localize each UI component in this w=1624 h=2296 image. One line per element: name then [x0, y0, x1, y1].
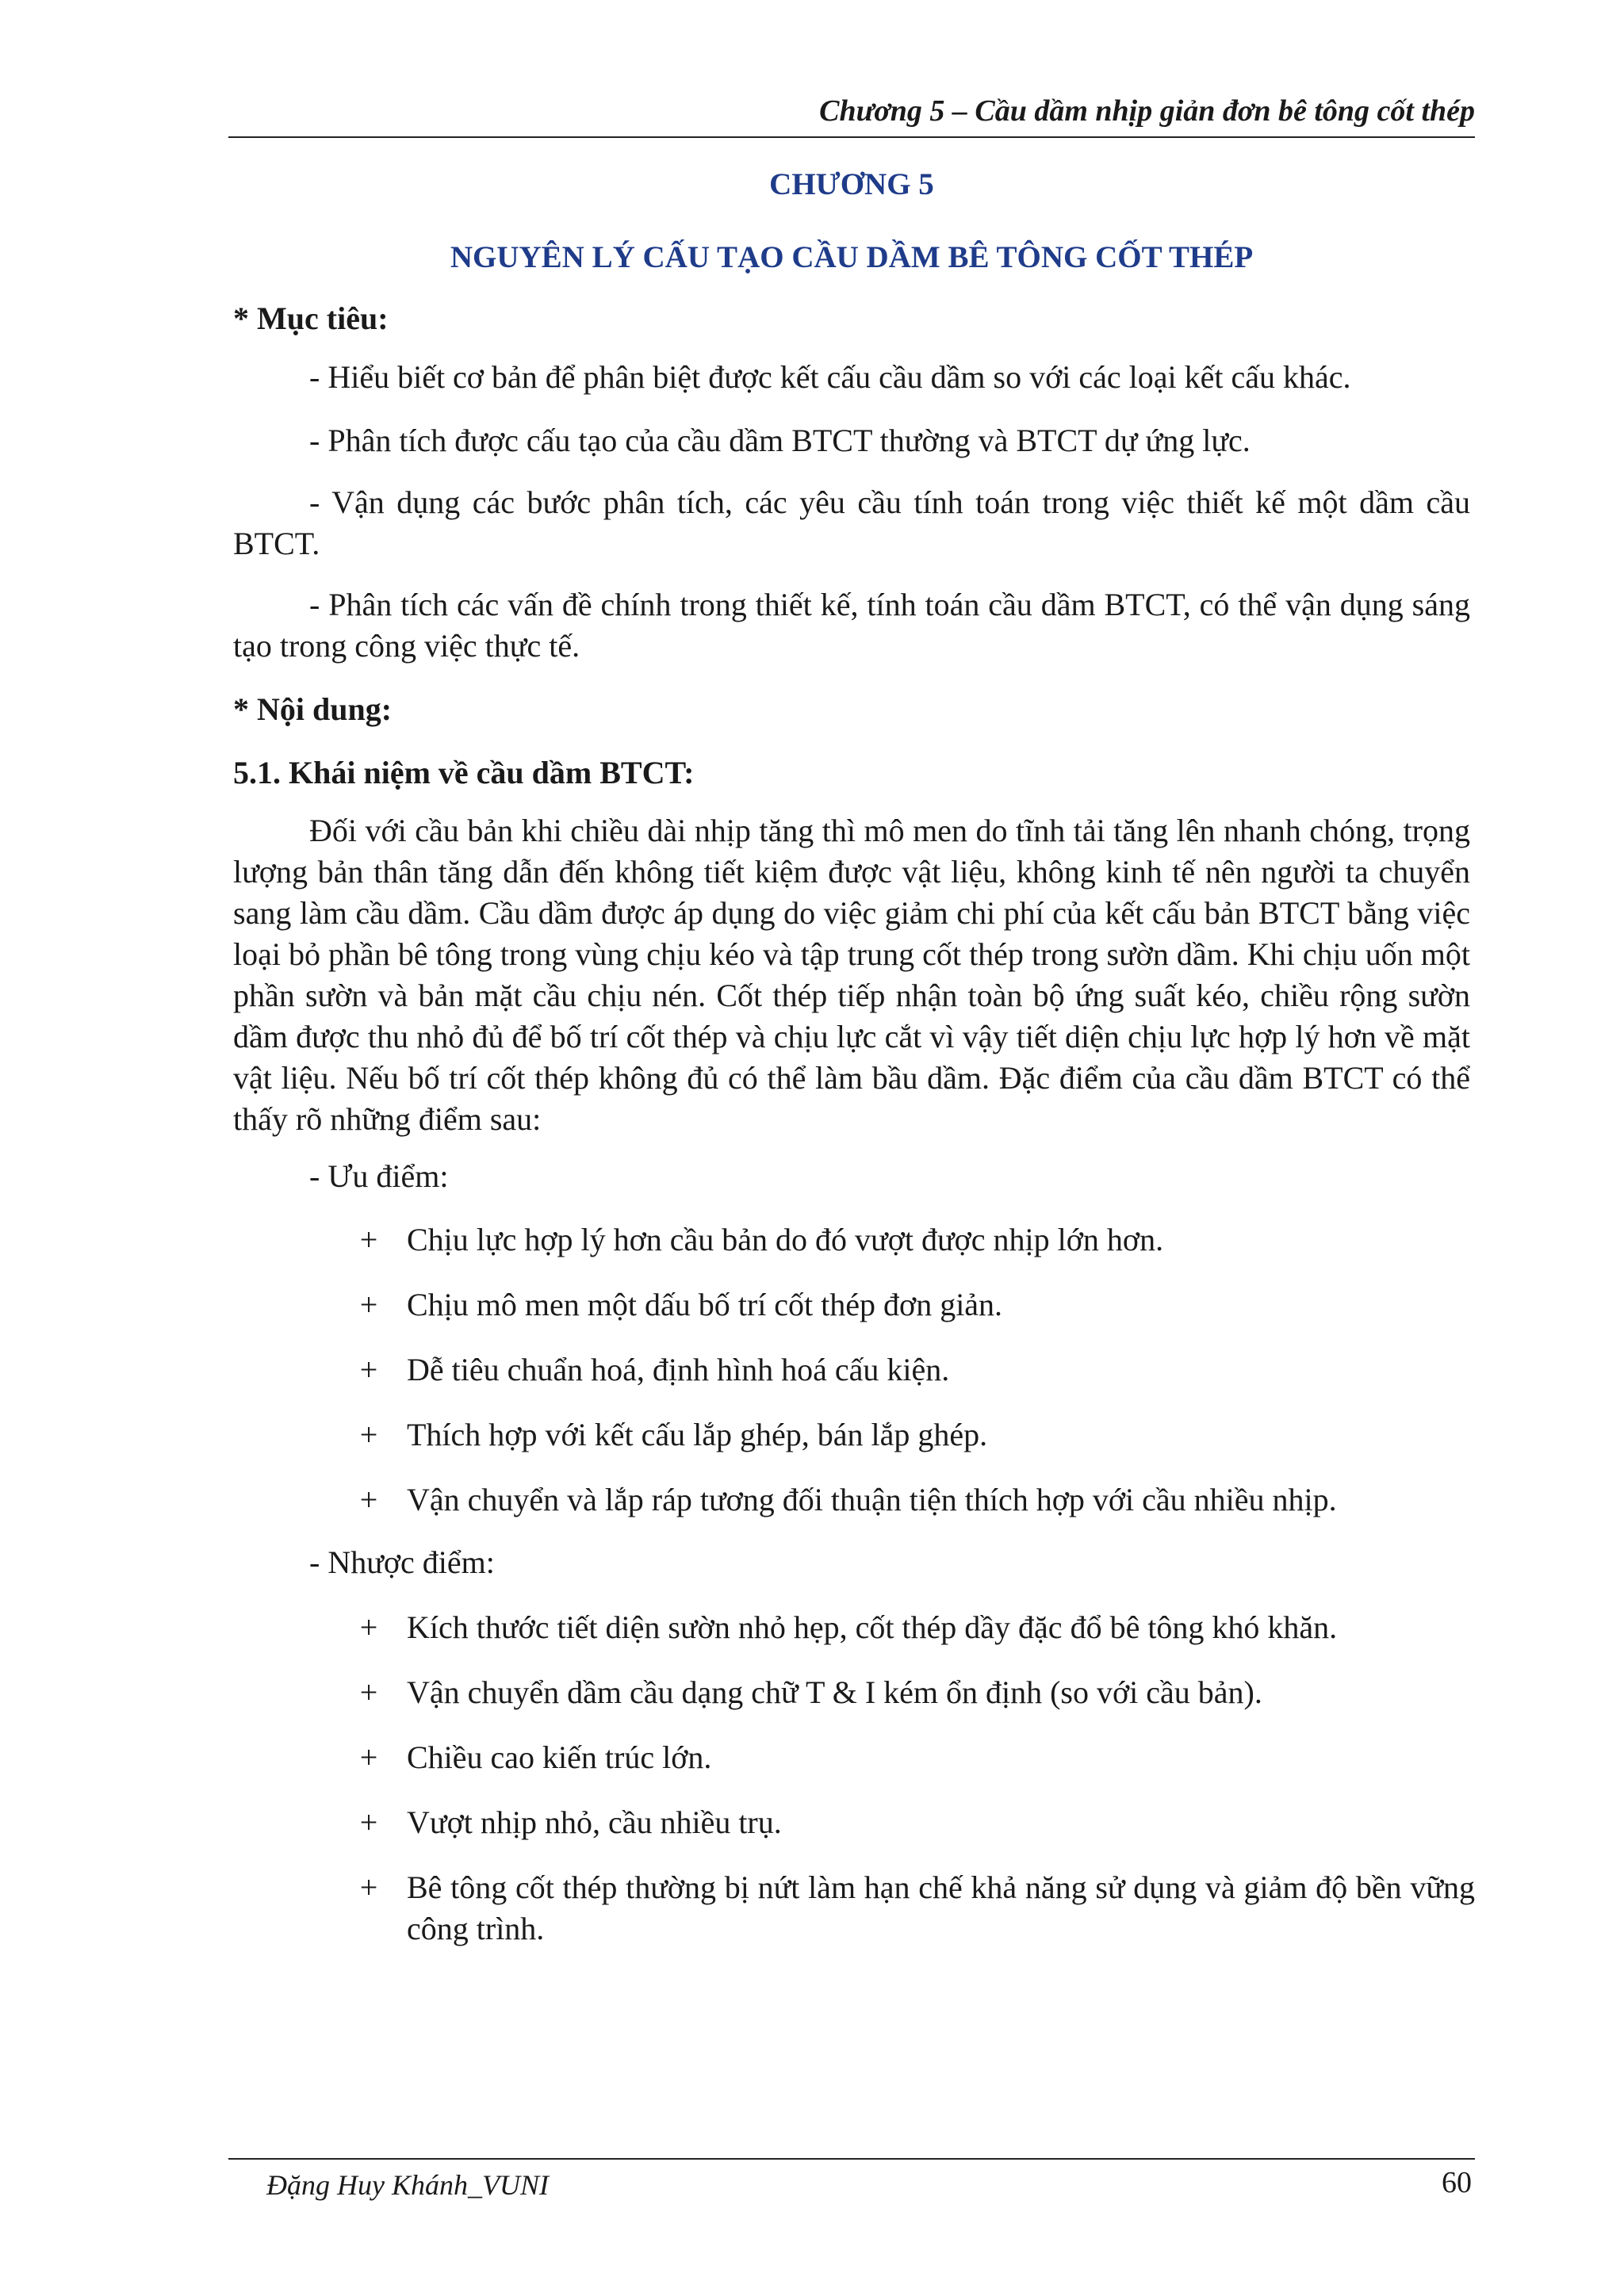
plus-bullet-icon: +: [359, 1609, 378, 1645]
section-heading: 5.1. Khái niệm về cầu dầm BTCT:: [233, 755, 695, 790]
advantage-text: Chịu mô men một dấu bố trí cốt thép đơn giản.: [407, 1287, 1003, 1322]
disadvantage-text: Vượt nhịp nhỏ, cầu nhiều trụ.: [407, 1804, 782, 1840]
plus-bullet-icon: +: [359, 1674, 378, 1710]
intro-paragraph: Đối với cầu bản khi chiều dài nhịp tăng thì mô men do tĩnh tải tăng lên nhanh chóng, trọng lượng bản thân tăng dẫn đến không tiết kiệm được vật liệu, không kinh tế nên người ta chuyển sang làm cầu dầm. Cầu dầm được áp dụng do việc giảm chi phí của kết cấu bản BTCT bằng việc loại bỏ phần bê tông trong vùng chịu kéo và tập trung cốt thép trong sườn dầm. Khi chịu uốn một phần sườn và bản mặt cầu chịu nén. Cốt thép tiếp nhận toàn bộ ứng suất kéo, chiều rộng sườn dầm được thu nhỏ đủ để bố trí cốt thép và chịu lực cắt vì vậy tiết diện chịu lực hợp lý hơn về mặt vật liệu. Nếu bố trí cốt thép không đủ có thể làm bầu dầm. Đặc điểm của cầu dầm BTCT có thể thấy rõ những điểm sau:: [233, 813, 1470, 1137]
plus-bullet-icon: +: [359, 1222, 378, 1257]
disadvantage-text: Bê tông cốt thép thường bị nứt làm hạn chế khả năng sử dụng và giảm độ bền vững công trình.: [407, 1869, 1475, 1946]
chapter-title: NGUYÊN LÝ CẤU TẠO CẦU DẦM BÊ TÔNG CỐT THÉP: [450, 240, 1254, 274]
advantage-text: Chịu lực hợp lý hơn cầu bản do đó vượt được nhịp lớn hơn.: [407, 1222, 1164, 1257]
advantages-label: - Ưu điểm:: [309, 1158, 449, 1194]
footer-author: Đặng Huy Khánh_VUNI: [266, 2169, 549, 2201]
plus-bullet-icon: +: [359, 1417, 378, 1452]
content-label: * Nội dung:: [233, 691, 393, 727]
objectives-label: * Mục tiêu:: [233, 300, 389, 336]
chapter-number: CHƯƠNG 5: [769, 167, 934, 201]
disadvantage-text: Kích thước tiết diện sườn nhỏ hẹp, cốt thép dầy đặc đổ bê tông khó khăn.: [407, 1609, 1338, 1645]
plus-bullet-icon: +: [359, 1287, 378, 1322]
header-divider: [228, 136, 1475, 138]
objective-item: - Hiểu biết cơ bản để phân biệt được kết cấu cầu dầm so với các loại kết cấu khác.: [309, 359, 1351, 395]
plus-bullet-icon: +: [359, 1352, 378, 1387]
plus-bullet-icon: +: [359, 1739, 378, 1775]
plus-bullet-icon: +: [359, 1869, 378, 1905]
advantage-text: Thích hợp với kết cấu lắp ghép, bán lắp ghép.: [407, 1417, 988, 1452]
disadvantages-label: - Nhược điểm:: [309, 1544, 495, 1580]
page-number: 60: [1442, 2166, 1472, 2199]
disadvantage-text: Vận chuyển dầm cầu dạng chữ T & I kém ổn định (so với cầu bản).: [407, 1674, 1262, 1710]
advantage-text: Dễ tiêu chuẩn hoá, định hình hoá cấu kiện.: [407, 1352, 950, 1387]
objective-item: - Phân tích các vấn đề chính trong thiết kế, tính toán cầu dầm BTCT, có thể vận dụng sáng tạo trong công việc thực tế.: [233, 587, 1470, 664]
objective-item: - Vận dụng các bước phân tích, các yêu cầu tính toán trong việc thiết kế một dầm cầu BTCT.: [233, 484, 1470, 561]
advantage-text: Vận chuyển và lắp ráp tương đối thuận tiện thích hợp với cầu nhiều nhịp.: [407, 1482, 1337, 1517]
disadvantage-text: Chiều cao kiến trúc lớn.: [407, 1739, 712, 1775]
plus-bullet-icon: +: [359, 1804, 378, 1840]
plus-bullet-icon: +: [359, 1482, 378, 1517]
footer-divider: [228, 2158, 1475, 2160]
running-header: Chương 5 – Cầu dầm nhịp giản đơn bê tông cốt thép: [819, 94, 1475, 128]
objective-item: - Phân tích được cấu tạo của cầu dầm BTCT thường và BTCT dự ứng lực.: [309, 423, 1251, 458]
